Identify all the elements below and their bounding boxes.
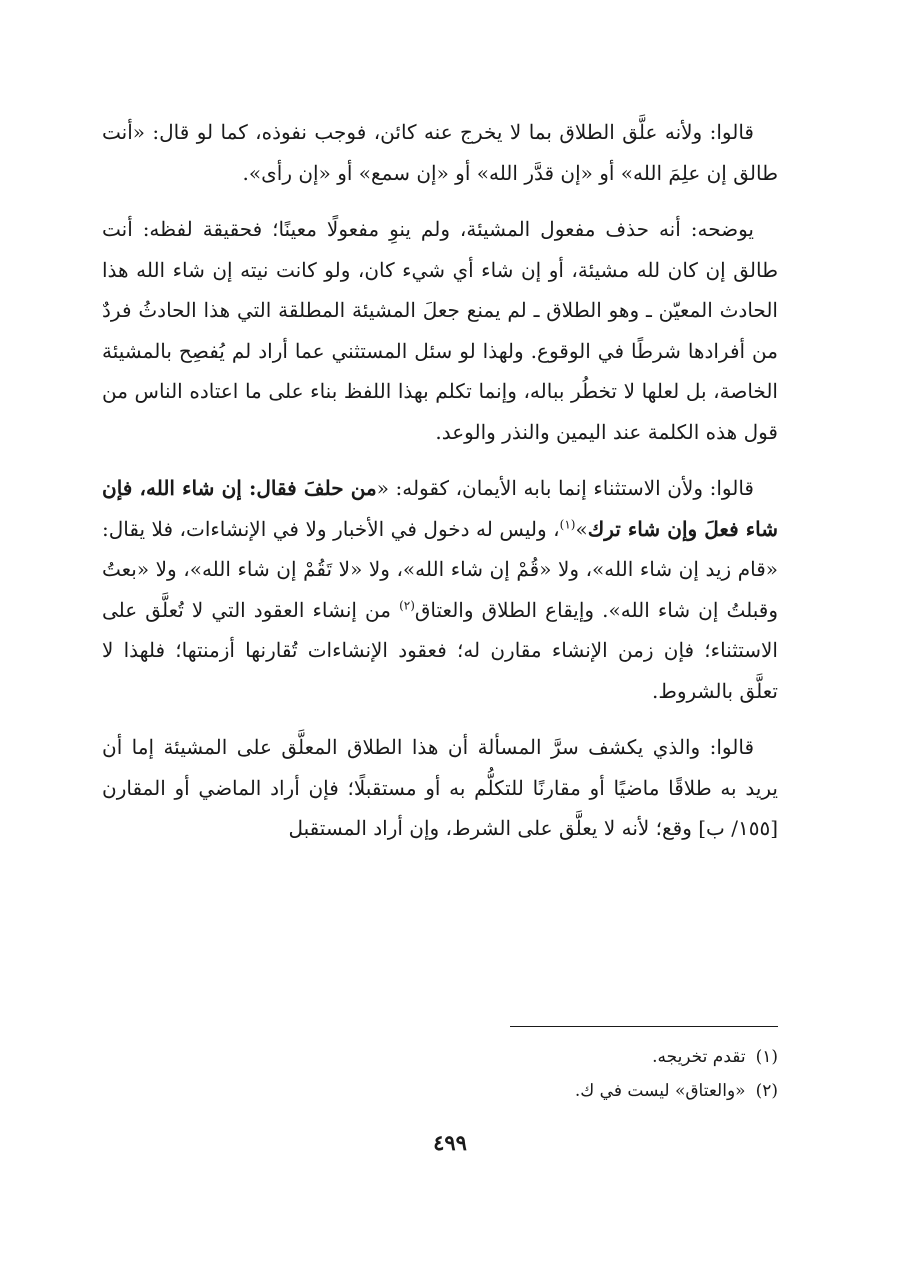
paragraph-2: يوضحه: أنه حذف مفعول المشيئة، ولم ينوِ مفعولًا معينًا؛ فحقيقة لفظه: أنت طالق إن كان لله مشيئة، أو إن شاء أي شيء كان، ولو كانت نيته إن شاء الله هذا الحادث المعيّن ـ وهو الطلاق ـ لم يمنع جعلَ المشيئة المطلقة التي هذا الحادثُ فردٌ من أفرادها شرطًا في الوقوع. ولهذا لو سئل المستثني عما أراد لم يُفصِح بالمشيئة الخاصة، بل لعلها لا تخطُر بباله، وإنما تكلم بهذا اللفظ بناء على ما اعتاده الناس من قول هذه الكلمة عند اليمين والنذر والوعد. [102,217,778,444]
footnote-2 [102,1074,778,1108]
footnote-ref-2[interactable]: (٢) [399,597,415,612]
footnote-2-number: (٢) [755,1081,778,1101]
paragraph-3 [102,468,778,711]
footnote-1 [102,1040,778,1074]
paragraph-3-part-3: ، وليس له دخول في الأخبار ولا في الإنشاءات، فلا يقال: «قام زيد إن شاء الله»، ولا «قُمْ إن شاء الله»، ولا «لا تَقُمْ إن شاء الله»، ولا «بعتُ وقبلتُ إن شاء الله». وإيقاع الطلاق والعتاق [102,516,778,622]
paragraph-3-part-2: » [575,516,588,541]
footnote-separator [510,1026,778,1027]
paragraph-1: قالوا: ولأنه علَّق الطلاق بما لا يخرج عنه كائن، فوجب نفوذه، كما لو قال: «أنت طالق إن علِمَ الله» أو «إن قدَّر الله» أو «إن سمع» أو «إن رأى». [102,120,778,185]
hadith-quote-bold: من حلفَ فقال: إن شاء الله، فإن شاء فعلَ وإن شاء ترك [102,476,778,541]
paragraph-3-part-4: من إنشاء العقود التي لا تُعلَّق على الاستثناء؛ فإن زمن الإنشاء مقارن له؛ فعقود الإنشاءات تُقارنها أزمنتها؛ فلهذا لا تعلَّق بالشروط. [102,597,778,703]
footnote-1-text: تقدم تخريجه. [652,1047,746,1067]
page-number: ٤٩٩ [433,1130,467,1155]
footnote-ref-1[interactable]: (١) [559,516,576,531]
main-text [102,112,778,865]
footnote-2-text: «والعتاق» ليست في ك. [574,1081,746,1101]
paragraph-3-part-1: قالوا: ولأن الاستثناء إنما بابه الأيمان، كقوله: « [376,476,754,500]
paragraph-4: قالوا: والذي يكشف سرَّ المسألة أن هذا الطلاق المعلَّق على المشيئة إما أن يريد به طلاقًا ماضيًا أو مقارنًا للتكلُّم به أو مستقبلًا؛ فإن أراد الماضي أو المقارن [١٥٥/ ب] وقع؛ لأنه لا يعلَّق على الشرط، وإن أراد المستقبل [102,735,778,840]
footnotes [102,1040,778,1108]
footnote-1-number: (١) [755,1047,778,1067]
